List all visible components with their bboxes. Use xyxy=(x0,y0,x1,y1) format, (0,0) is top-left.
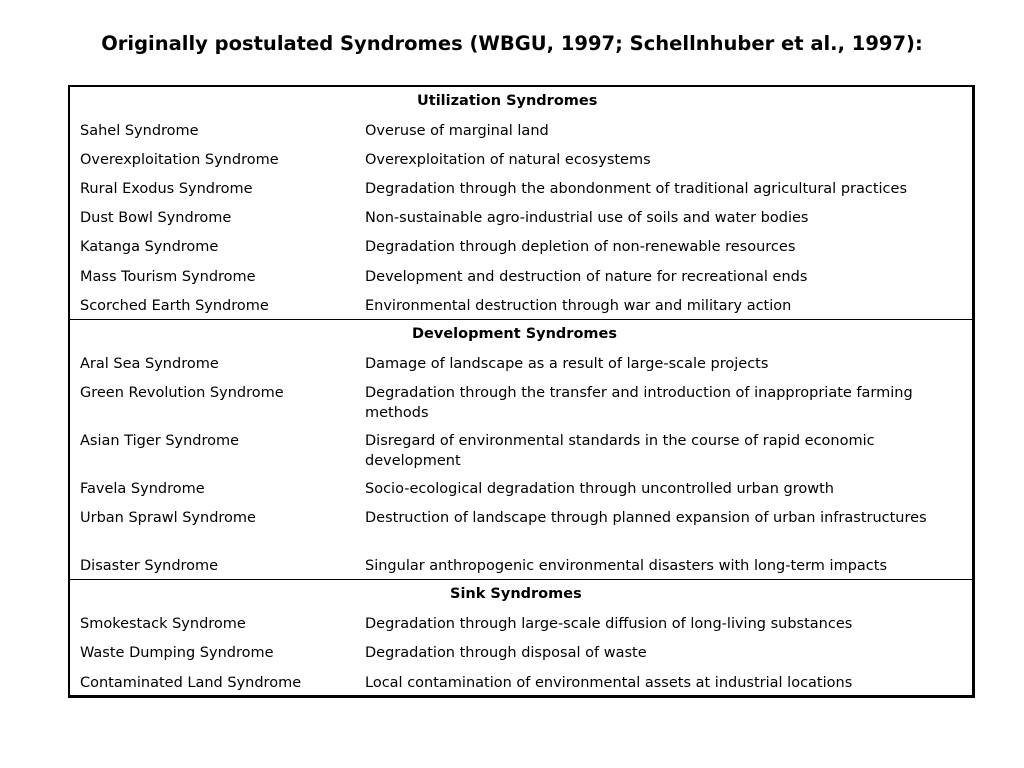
syndrome-name: Katanga Syndrome xyxy=(80,239,219,255)
syndrome-description: Singular anthropogenic environmental disasters with long-term impacts xyxy=(365,558,887,574)
section-divider xyxy=(70,319,972,320)
syndrome-name: Green Revolution Syndrome xyxy=(80,385,284,401)
syndrome-name: Scorched Earth Syndrome xyxy=(80,298,269,314)
syndrome-name: Rural Exodus Syndrome xyxy=(80,181,253,197)
syndrome-description: Socio-ecological degradation through uncontrolled urban growth xyxy=(365,481,834,497)
syndrome-description: Degradation through the abondonment of traditional agricultural practices xyxy=(365,181,908,197)
syndrome-name: Favela Syndrome xyxy=(80,481,205,497)
syndrome-name: Aral Sea Syndrome xyxy=(80,356,219,372)
syndrome-description: Development and destruction of nature for recreational ends xyxy=(365,269,808,285)
syndrome-name: Urban Sprawl Syndrome xyxy=(80,510,256,526)
syndrome-description: Local contamination of environmental assets at industrial locations xyxy=(365,675,853,691)
syndrome-name: Waste Dumping Syndrome xyxy=(80,645,274,661)
section-heading-development: Development Syndromes xyxy=(412,326,617,342)
section-divider xyxy=(70,579,972,580)
syndrome-description: Disregard of environmental standards in the course of rapid economic development xyxy=(365,433,875,469)
syndrome-name: Smokestack Syndrome xyxy=(80,616,246,632)
syndrome-name: Overexploitation Syndrome xyxy=(80,152,279,168)
syndrome-description: Degradation through the transfer and introduction of inappropriate farming methods xyxy=(365,385,913,421)
syndrome-description: Environmental destruction through war and military action xyxy=(365,298,792,314)
syndrome-name: Dust Bowl Syndrome xyxy=(80,210,232,226)
syndrome-name: Contaminated Land Syndrome xyxy=(80,675,302,691)
syndrome-description: Non-sustainable agro-industrial use of soils and water bodies xyxy=(365,210,809,226)
syndrome-description: Overexploitation of natural ecosystems xyxy=(365,152,651,168)
syndrome-description: Degradation through large-scale diffusion of long-living substances xyxy=(365,616,853,632)
syndrome-description: Degradation through disposal of waste xyxy=(365,645,647,661)
syndrome-description: Destruction of landscape through planned expansion of urban infrastructures xyxy=(365,510,927,526)
page-title: Originally postulated Syndromes (WBGU, 1997; Schellnhuber et al., 1997): xyxy=(101,32,923,55)
syndrome-name: Sahel Syndrome xyxy=(80,123,199,139)
section-heading-sink: Sink Syndromes xyxy=(450,586,582,602)
section-heading-utilization: Utilization Syndromes xyxy=(417,93,598,109)
syndrome-name: Disaster Syndrome xyxy=(80,558,219,574)
syndrome-description: Overuse of marginal land xyxy=(365,123,549,139)
syndrome-description: Degradation through depletion of non-renewable resources xyxy=(365,239,796,255)
syndrome-description: Damage of landscape as a result of large-scale projects xyxy=(365,356,769,372)
syndromes-table xyxy=(68,85,975,698)
syndrome-name: Mass Tourism Syndrome xyxy=(80,269,256,285)
syndrome-name: Asian Tiger Syndrome xyxy=(80,433,240,449)
